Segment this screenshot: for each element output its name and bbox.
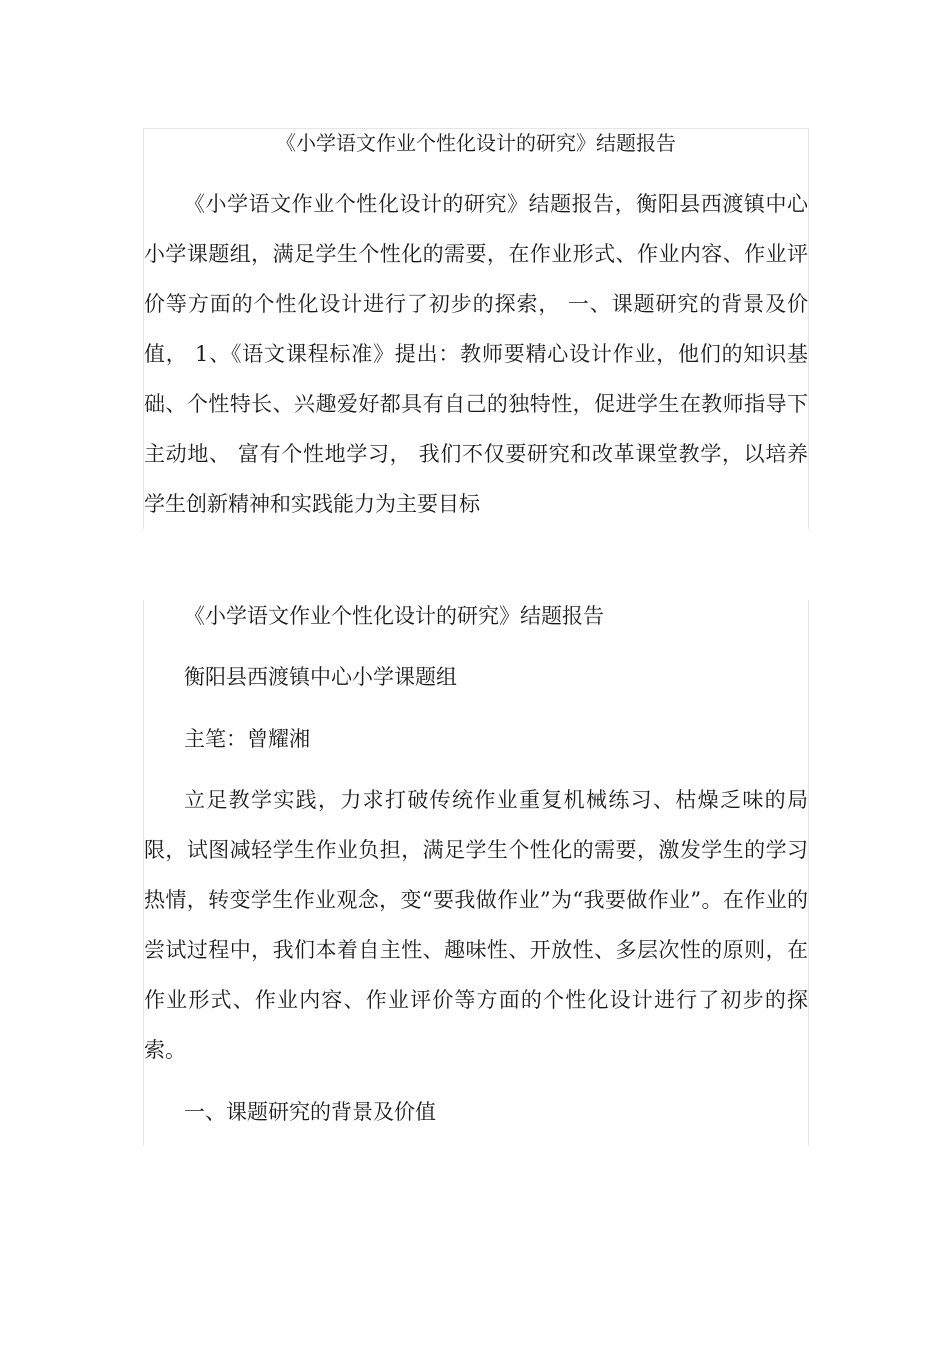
page-2-excerpt	[143, 600, 809, 1146]
report-title-2: 《小学语文作业个性化设计的研究》结题报告	[184, 604, 604, 628]
page-1-excerpt	[143, 128, 809, 529]
intro-paragraph: 立足教学实践，力求打破传统作业重复机械练习、枯燥乏味的局限，试图减轻学生作业负担，满足学生个性化的需要，激发学生的学习热情，转变学生作业观念，变“要我做作业”为“我要做作业”。在作业的尝试过程中，我们本着自主性、趣味性、开放性、多层次性的原则，在作业形式、作业内容、作业评价等方面的个性化设计进行了初步的探索。	[144, 788, 808, 1062]
report-title: 《小学语文作业个性化设计的研究》结题报告	[276, 131, 676, 155]
author-line: 主笔：曾耀湘	[184, 727, 310, 751]
research-group: 衡阳县西渡镇中心小学课题组	[184, 665, 457, 689]
section-heading: 一、课题研究的背景及价值	[184, 1100, 436, 1124]
summary-paragraph: 《小学语文作业个性化设计的研究》结题报告，衡阳县西渡镇中心小学课题组，满足学生个性化的需要，在作业形式、作业内容、作业评价等方面的个性化设计进行了初步的探索， 一、课题研究的背景及价值， 1、《语文课程标准》提出：教师要精心设计作业，他们的知识基础、个性特长、兴趣爱好都具有自己的独特性，促进学生在教师指导下主动地、 富有个性地学习， 我们不仅要研究和改革课堂教学，以培养学生创新精神和实践能力为主要目标	[144, 192, 808, 516]
